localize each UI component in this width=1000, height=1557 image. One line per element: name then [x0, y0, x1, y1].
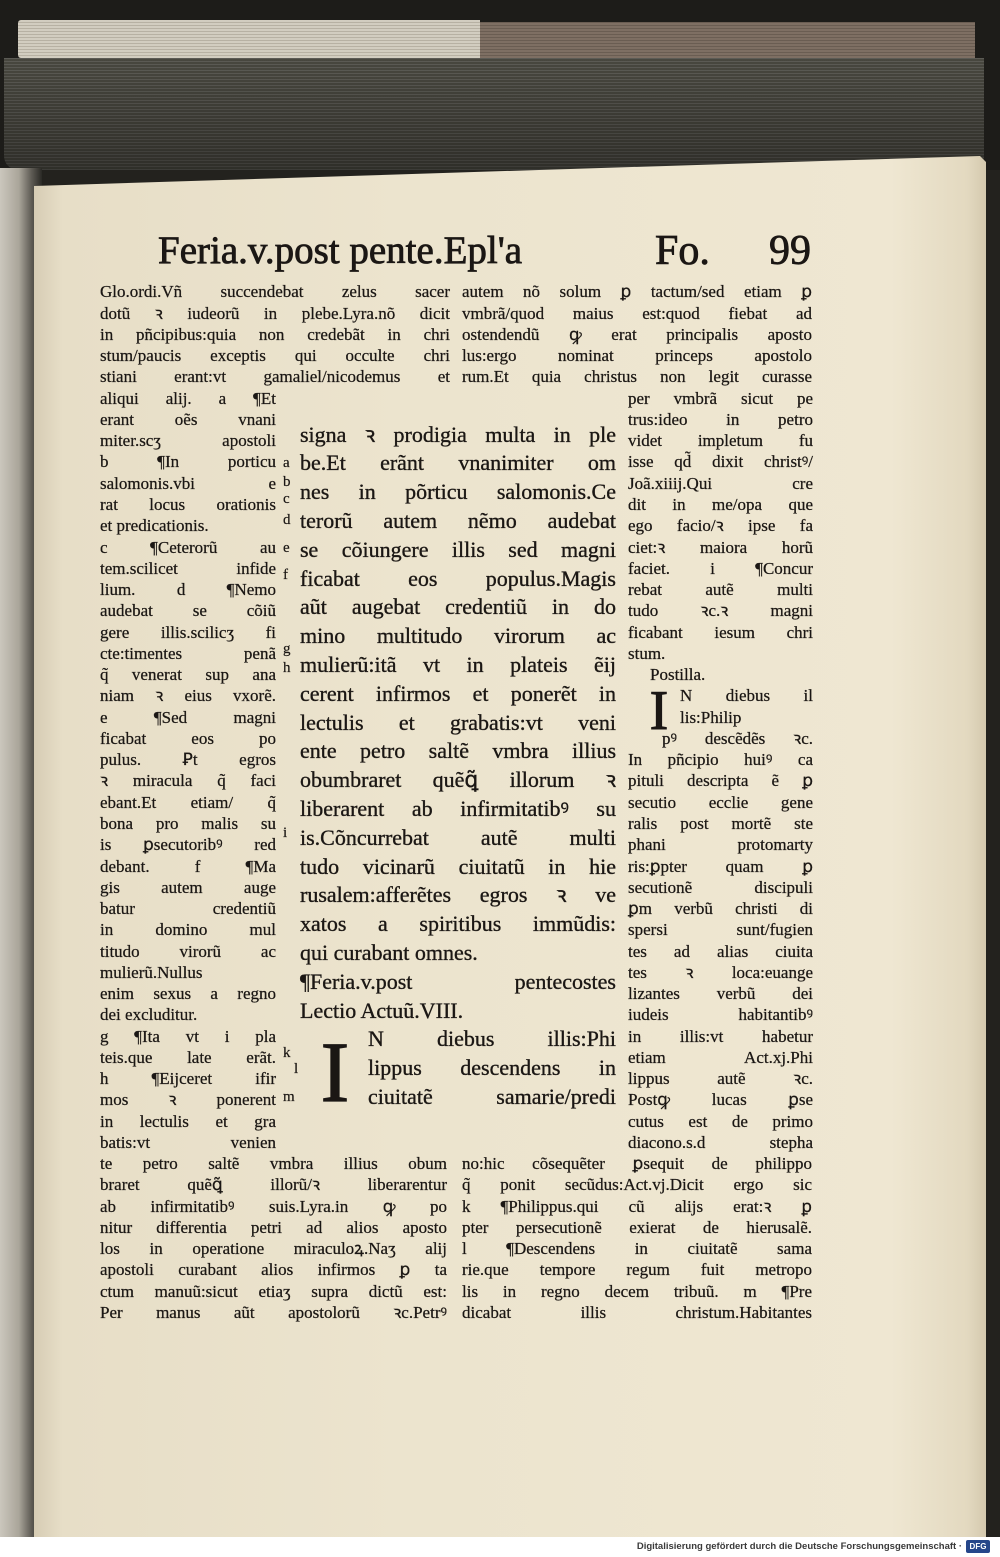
gloss-line: stiani erant:vt gamaliel/nicodemus et [100, 367, 450, 387]
gloss-line: tes ꝛ loca:euange [628, 962, 813, 982]
gloss-line: pulus. Ꝑt egros [100, 750, 276, 770]
main-text-line: tudo vicinarũ ciuitatũ in hie [300, 853, 616, 879]
gloss-line: Per manus aũt apostolorũ ꝛc.Petrꝰ [100, 1302, 447, 1322]
gloss-line: pituli descripta ẽ ꝑ [628, 771, 813, 791]
initial-letter: I [649, 680, 669, 742]
gloss-line: vmbrã/quod maius est:quod fiebat ad [462, 303, 812, 323]
gloss-top-right [462, 281, 812, 387]
gloss-line: braret quẽꝗ̃ illorũ/ꝛ liberarentur [100, 1175, 447, 1195]
gloss-line: audebat se cõiũ [100, 601, 276, 621]
gloss-line: ebant.Et etiam/ q̃ [100, 792, 276, 812]
gloss-line: rat locus orationis [100, 495, 276, 515]
gloss-line: in pñcipibus:quia non credebãt in chri [100, 324, 450, 344]
gloss-line: rum.Et quia christus non legit curasse [462, 367, 812, 387]
initial-letter: I [320, 1024, 350, 1120]
gloss-line: lippus autẽ ꝛc. [628, 1069, 813, 1089]
main-text-line: ente petro saltẽ vmbra illius [300, 738, 616, 764]
gloss-line: lizantes verbũ dei [628, 984, 813, 1004]
main-text-column [300, 421, 616, 1120]
gloss-line: mulierũ.Nullus [100, 962, 203, 982]
gloss-line: N diebus il [680, 686, 813, 706]
margin-letter: h [283, 660, 291, 676]
gloss-line: Glo.ordi.Vñ succendebat zelus sacer [100, 282, 450, 302]
margin-letter: m [283, 1089, 295, 1105]
gloss-line: phani protomarty [628, 835, 813, 855]
gloss-line: stum/paucis exceptis qui occulte chri [100, 346, 450, 366]
gloss-line: trus:ideo in petro [628, 409, 813, 429]
gloss-line: pter persecutionẽ exierat de hierusalẽ. [462, 1217, 812, 1237]
footer-credit: Digitalisierung gefördert durch die Deutsche Forschungsgemeinschaft · [636, 1541, 962, 1552]
main-text-line: rusalem:afferẽtes egros ꝛ ve [300, 882, 616, 908]
postilla-heading: Postilla. [650, 665, 706, 685]
gloss-top-left [100, 281, 450, 387]
gloss-line: rebat autẽ multi [628, 580, 813, 600]
gloss-line: enim sexus a regno [100, 984, 276, 1004]
margin-letter: c [283, 491, 290, 507]
book-edge-dark [480, 22, 975, 58]
gloss-line: lis in regno decem tribuũ. m ¶Pre [462, 1281, 812, 1301]
gloss-line: apostoli curabant alios infirmos ꝑ ta [100, 1260, 447, 1280]
gloss-line: per vmbrã sicut pe [628, 388, 813, 408]
page-block-edges [4, 58, 984, 170]
margin-letter: f [283, 567, 288, 583]
gloss-line: faciet. i ¶Concur [628, 558, 813, 578]
gloss-line: videt impletum fu [628, 431, 813, 451]
gloss-line: iudeis habitantibꝰ [628, 1005, 813, 1025]
gloss-line: titudo virorũ ac [100, 941, 276, 961]
gloss-line: batur credentiũ [100, 899, 276, 919]
gloss-line: e ¶Sed magni [100, 707, 276, 727]
gloss-line: autem nõ solum ꝑ tactum/sed etiam ꝑ [462, 282, 812, 302]
gloss-line: tes ad alias ciuita [628, 941, 813, 961]
main-text-line: nes in põrticu salomonis.Ce [300, 479, 616, 505]
gloss-line: ꝛ miracula q̃ faci [100, 771, 276, 791]
gloss-line: q̃ venerat sup ana [100, 665, 276, 685]
gloss-line: q̃ ponit secũdus:Act.vj.Dicit ergo sic [462, 1175, 812, 1195]
gloss-line: ꝑm verbũ christi di [628, 899, 813, 919]
gloss-line: debant. f ¶Ma [100, 856, 276, 876]
gloss-line: mos ꝛ ponerent [100, 1090, 276, 1110]
gloss-line: tem.scilicet infide [100, 558, 276, 578]
gloss-line: b ¶In porticu [100, 452, 276, 472]
gloss-line: los in operatione miraculoꝝ.Naʒ alij [100, 1239, 447, 1259]
gloss-left-column [100, 388, 276, 1154]
gloss-line: etiam Act.xj.Phi [628, 1047, 813, 1067]
main-text-line: qui curabant omnes. [300, 939, 478, 965]
gloss-line: lium. d ¶Nemo [100, 580, 276, 600]
main-text-line: xatos a spiritibus immũdis: [300, 911, 616, 937]
main-text-line: is.Cõncurrebat autẽ multi [300, 824, 616, 850]
main-text-line: mino multitudo virorum ac [300, 623, 616, 649]
gloss-line: ab infirmitatibꝰ suis.Lyra.in ꝙ po [100, 1196, 447, 1216]
main-text-line: cerent infirmos et ponerẽt in [300, 680, 616, 706]
margin-letter: i [283, 825, 288, 841]
gloss-line: l ¶Descendens in ciuitatẽ sama [462, 1239, 812, 1259]
gloss-bottom-left [100, 1153, 447, 1323]
gloss-line: spersi sunt/fugien [628, 920, 813, 940]
gloss-bottom-right [462, 1153, 812, 1323]
gloss-line: g ¶Ita vt i pla [100, 1026, 276, 1046]
main-text-line: be.Et erãnt vnanimiter om [300, 450, 616, 476]
main-text-line: lippus descendens in [368, 1055, 616, 1081]
gloss-line: ralis post mortẽ ste [628, 814, 813, 833]
gloss-line: gis autem auge [100, 877, 276, 897]
gloss-line: gere illis.scilicʒ fi [100, 622, 276, 642]
gloss-line: salomonis.vbi e [100, 473, 276, 493]
main-text-line: N diebus illis:Phi [368, 1026, 616, 1052]
gloss-line: et predicationis. [100, 516, 209, 536]
gloss-line: no:hic cõsequẽter ꝑsequit de philippo [462, 1154, 812, 1174]
gloss-line: ctum manuũ:sicut etiaʒ supra dictũ est: [100, 1281, 447, 1301]
gloss-line: stum. [628, 643, 666, 663]
main-text-line: obumbraret quẽꝗ̃ illorum ꝛ [300, 767, 616, 793]
gloss-line: miter.scʒ apostoli [100, 431, 276, 451]
gloss-line: Postꝙ lucas ꝑse [628, 1090, 813, 1110]
gloss-line: lis:Philip [680, 707, 742, 727]
gloss-line: ostendendũ ꝙ erat principalis aposto [462, 324, 812, 344]
margin-letter: b [283, 474, 291, 490]
gloss-right-column [628, 388, 813, 1154]
gloss-line: ficabant iesum chri [628, 622, 813, 642]
gloss-line: te petro saltẽ vmbra illius obum [100, 1154, 447, 1174]
main-text-line: liberarent ab infirmitatibꝰ su [300, 795, 616, 821]
main-text-line: ficabat eos populus.Magis [300, 565, 616, 591]
gloss-line: pꝰ descẽdẽs ꝛc. [662, 728, 813, 748]
lection-heading: Lectio Actuũ.VIII. [300, 997, 464, 1023]
folio-number: Fo. 99 [655, 228, 811, 274]
lection-heading: ¶Feria.v.post pentecostes [300, 968, 616, 994]
main-text-line: se cõiungere illis sed magni [300, 536, 616, 562]
gloss-line: in domino mul [100, 920, 276, 940]
running-title: Feria.v.post pente.Epl'a [158, 229, 523, 272]
margin-letter: a [283, 455, 290, 471]
gloss-line: dicabat illis christum.Habitantes [462, 1302, 812, 1322]
gloss-line: secutio ecclie gene [628, 792, 813, 812]
gloss-line: batis:vt venien [100, 1132, 276, 1152]
gloss-line: ficabat eos po [100, 728, 276, 748]
gloss-line: erant oẽs vnani [100, 409, 276, 429]
gloss-line: h ¶Eijceret ifir [100, 1069, 276, 1089]
gloss-line: niam ꝛ eius vxorẽ. [100, 686, 276, 706]
gloss-line: cte:timentes penã [100, 643, 276, 663]
gloss-line: dit in me/opa que [628, 495, 813, 515]
main-text-line: ciuitatẽ samarie/predi [368, 1083, 616, 1109]
gloss-line: cutus est de primo [628, 1111, 813, 1131]
gloss-line: nitur differentia petri ad alios aposto [100, 1217, 447, 1237]
main-text-line: mulierũ:itã vt in plateis ẽij [300, 651, 616, 677]
main-text-line: terorũ autem nẽmo audebat [300, 507, 616, 533]
gloss-line: aliqui alij. a ¶Et [100, 388, 276, 408]
gloss-line: diacono.s.d stepha [628, 1132, 813, 1152]
gloss-line: k ¶Philippus.qui cũ alijs erat:ꝛ ꝑ [462, 1196, 812, 1216]
gloss-line: in lectulis et gra [100, 1111, 276, 1131]
gloss-line: ciet:ꝛ maiora horũ [628, 537, 813, 557]
gloss-line: dei excluditur. [100, 1005, 198, 1025]
gloss-line: isse qd̃ dixit christꝰ/ [628, 452, 813, 472]
gloss-line: in illis:vt habetur [628, 1026, 813, 1046]
dfg-logo: DFG [966, 1540, 990, 1553]
main-text-line: signa ꝛ prodigia multa in ple [300, 421, 616, 447]
gloss-line: is ꝑsecutoribꝰ red [100, 835, 276, 855]
margin-letter: k [283, 1045, 291, 1061]
margin-letter: e [283, 540, 290, 556]
book-edge-light [18, 20, 480, 58]
gloss-line: teis.que late erãt. [100, 1047, 276, 1067]
gloss-line: lus:ergo nominat princeps apostolo [462, 346, 812, 366]
main-text-line: aũt augebat credentiũ in do [300, 594, 616, 620]
gloss-line: In pñcipio huiꝰ ca [628, 750, 813, 770]
main-text-line: lectulis et grabatis:vt veni [300, 709, 616, 735]
gloss-line: ris:ꝑpter quam ꝑ [628, 856, 813, 876]
gloss-line: c ¶Ceterorũ au [100, 537, 276, 557]
margin-letter: l [294, 1061, 299, 1077]
margin-letter: g [283, 641, 291, 657]
gloss-line: rie.que tempore regum fuit metropo [462, 1260, 812, 1280]
gloss-line: ego facio/ꝛ ipse fa [628, 516, 813, 536]
margin-letter: d [283, 512, 291, 528]
gloss-line: dotũ ꝛ iudeorũ in plebe.Lyra.nõ dicit [100, 303, 450, 323]
gloss-line: bona pro malis su [100, 814, 276, 833]
gloss-line: tudo ꝛc.ꝛ magni [628, 601, 813, 621]
gloss-line: Joã.xiiij.Qui cre [628, 473, 813, 493]
gloss-line: secutionẽ discipuli [628, 877, 813, 897]
